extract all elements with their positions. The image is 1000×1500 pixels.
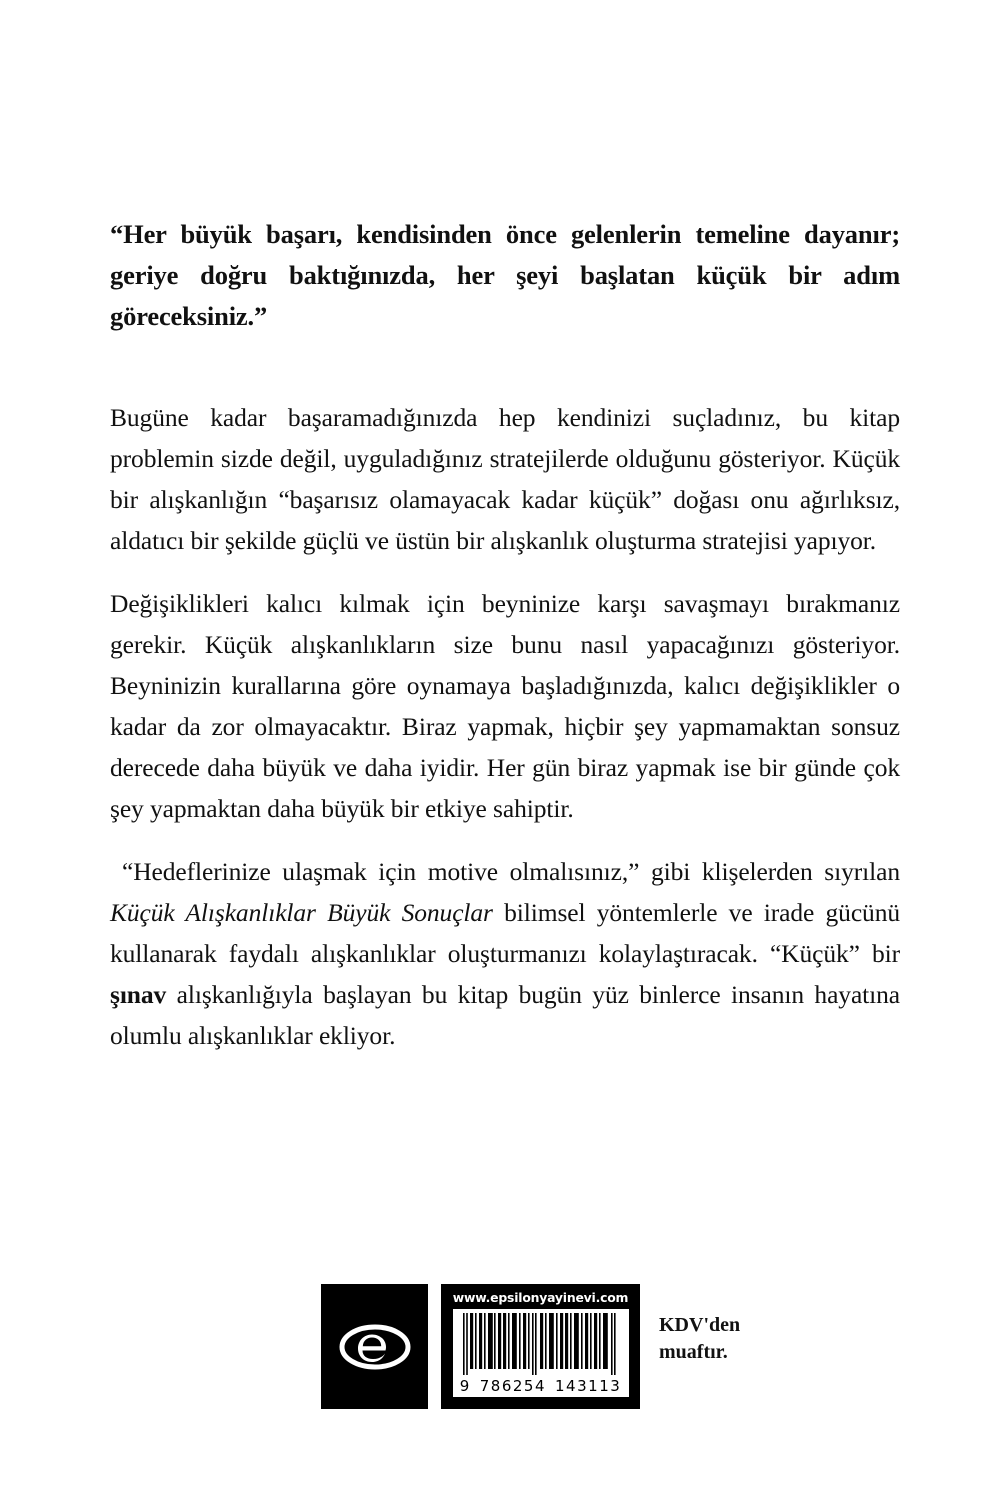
cover-text-content [110, 214, 900, 1056]
barcode-digits [453, 1377, 629, 1395]
barcode-digit-group-left: 786254 [479, 1377, 547, 1395]
blurb-paragraph-3-text-b: bilimsel yöntemlerle ve irade gücünü kullanarak faydalı alışkanlıklar oluşturmanızı kolaylaştıracak. “Küçük” bir [110, 898, 900, 968]
epsilon-e-ellipse-logo-icon [338, 1323, 412, 1371]
tax-exempt-note-line1: KDV'den [659, 1314, 741, 1336]
tax-exempt-note-line2: muaftır. [659, 1341, 728, 1363]
barcode-area [453, 1309, 629, 1397]
blurb-paragraph-3 [110, 851, 900, 1056]
book-title-italic: Küçük Alışkanlıklar Büyük Sonuçlar [110, 898, 493, 927]
blurb-paragraph-3-text-a: “Hedeflerinize ulaşmak için motive olmalısınız,” gibi klişelerden sıyrılan [122, 857, 900, 886]
barcode-digit-group-right: 143113 [555, 1377, 622, 1395]
cover-footer [321, 1284, 881, 1410]
pull-quote: “Her büyük başarı, kendisinden önce gelenlerin temeline dayanır; geriye doğru baktığınızda, her şeyi başlatan küçük bir adım göreceksiniz.” [110, 219, 900, 331]
publisher-website-url: www.epsilonyayinevi.com [452, 1290, 629, 1305]
blurb-paragraph-1: Bugüne kadar başaramadığınızda hep kendinizi suçladınız, bu kitap problemin sizde değil, uyguladığınız stratejilerde olduğunu gösteriyor. Küçük bir alışkanlığın “başarısız olamayacak kadar küçük” doğası onu ağırlıksız, aldatıcı bir şekilde güçlü ve üstün bir alışkanlık oluşturma stratejisi yapıyor. [110, 403, 900, 555]
barcode-digit-lead: 9 [459, 1377, 471, 1395]
barcode-box [441, 1284, 640, 1409]
tax-exempt-note [659, 1312, 740, 1366]
blurb-body [110, 397, 900, 1056]
emphasized-word: şınav [110, 980, 167, 1009]
barcode-bars-icon [463, 1313, 619, 1375]
publisher-logo-box [321, 1284, 428, 1409]
blurb-paragraph-2: Değişiklikleri kalıcı kılmak için beyninize karşı savaşmayı bırakmanız gerekir. Küçük alışkanlıkların size bunu nasıl yapacağınızı gösteriyor. Beyninizin kurallarına göre oynamaya başladığınızda, kalıcı değişiklikler o kadar da zor olmayacaktır. Biraz yapmak, hiçbir şey yapmamaktan sonsuz derecede daha büyük ve daha iyidir. Her gün biraz yapmak ise bir günde çok şey yapmaktan daha büyük bir etkiye sahiptir. [110, 589, 900, 823]
blurb-paragraph-3-text-c: alışkanlığıyla başlayan bu kitap bugün yüz binlerce insanın hayatına olumlu alışkanlıklar ekliyor. [110, 980, 900, 1050]
